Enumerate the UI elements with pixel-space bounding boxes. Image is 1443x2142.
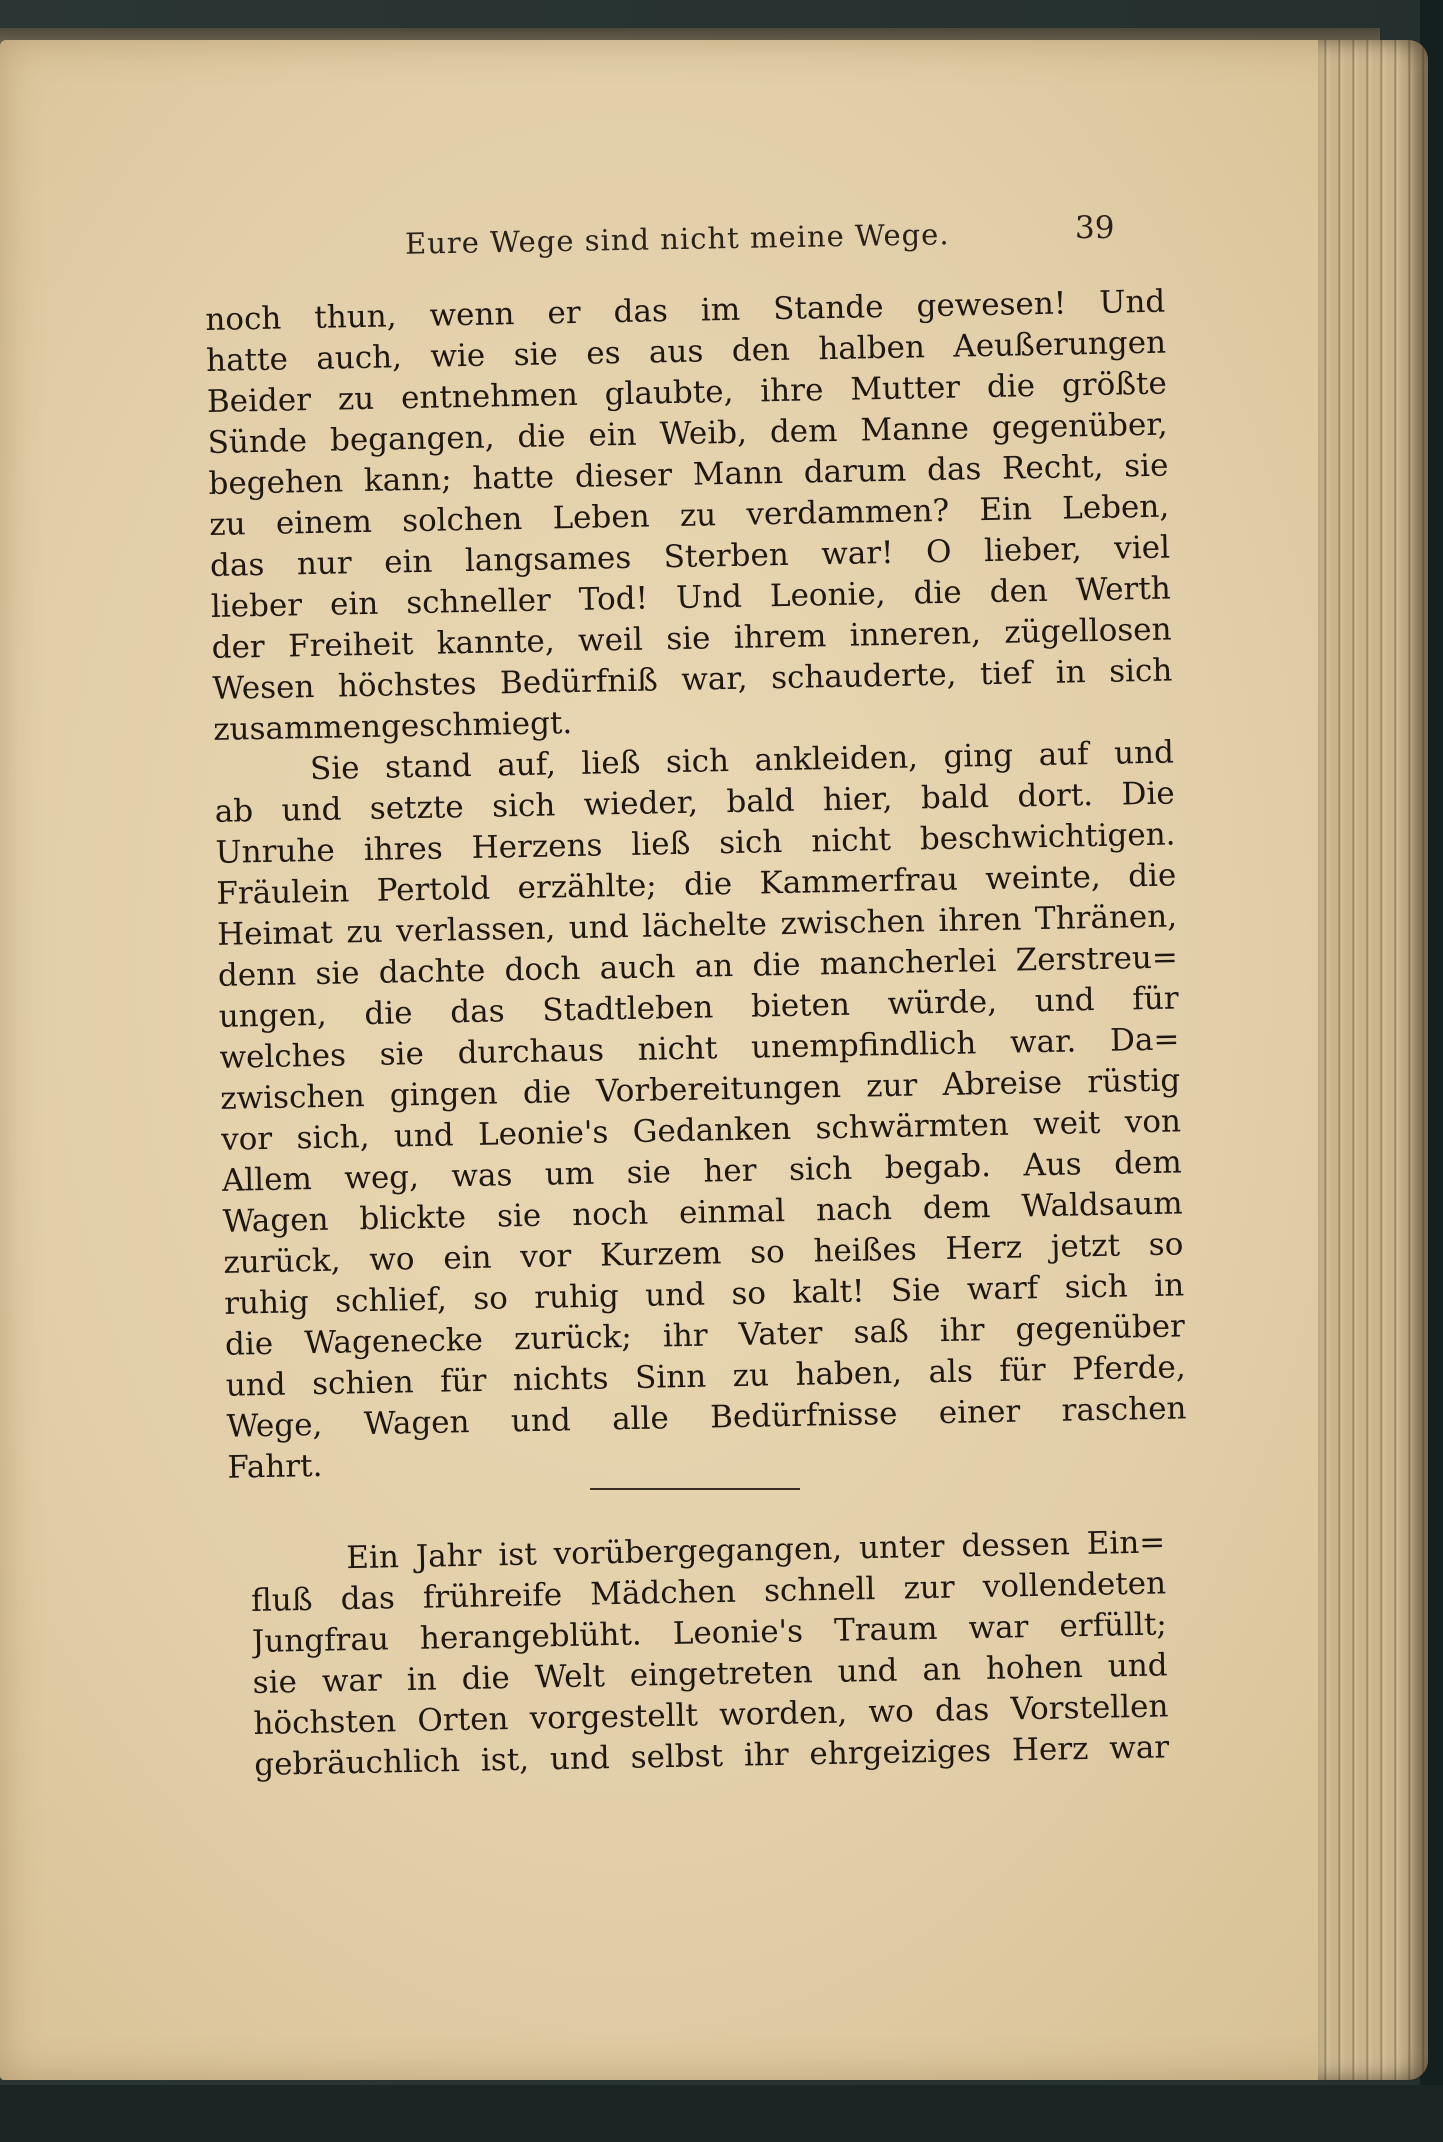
text-line: zusammengeschmiegt. [212,705,573,748]
text-line: Sie stand auf, ließ sich ankleiden, ging auf und [309,734,1175,788]
text-line: höchsten Orten vorgestellt worden, wo das Vorstellen [253,1688,1169,1742]
text-line: Sünde begangen, die ein Weib, dem Manne gegenüber, [207,406,1168,461]
text-line: sie war in die Welt eingetreten und an hohen und [252,1647,1168,1701]
text-line: Ein Jahr ist vorübergegangen, unter dessen Ein= [346,1524,1166,1577]
bottom-background [0,2085,1443,2142]
text-line: Wesen höchstes Bedürfniß war, schauderte, tief in sich [212,652,1173,707]
text-line: lieber ein schneller Tod! Und Leonie, die den Werth [210,570,1172,625]
text-line: vor sich, und Leonie's Gedanken schwärmten weit von [220,1103,1182,1158]
text-line: zurück, wo ein vor Kurzem so heißes Herz jetzt so [223,1226,1184,1281]
text-line: zwischen gingen die Vorbereitungen zur Abreise rüstig [219,1062,1181,1117]
text-line: welches sie durchaus nicht unempfindlich war. Da= [219,1021,1180,1076]
text-line: ab und setzte sich wieder, bald hier, bald dort. Die [214,775,1175,830]
body-text [205,282,1188,1489]
text-line: Heimat zu verlassen, und lächelte zwischen ihren Thränen, [216,898,1178,953]
text-line: ruhig schlief, so ruhig und so kalt! Sie warf sich in [223,1267,1185,1322]
text-line: hatte auch, wie sie es aus den halben Aeußerungen [205,324,1167,379]
text-line: Fahrt. [227,1447,323,1486]
text-line: das nur ein langsames Sterben war! O lieber, viel [209,529,1171,584]
text-line: Allem weg, was um sie her sich begab. Aus dem [221,1144,1183,1199]
page-edges [1318,40,1428,2080]
text-line: Beider zu entnehmen glaubte, ihre Mutter die größte [206,365,1168,420]
text-line: denn sie dachte doch auch an die mancherlei Zerstreu= [217,939,1179,994]
text-line: Jungfrau herangeblüht. Leonie's Traum war erfüllt; [251,1606,1168,1660]
text-line: zu einem solchen Leben zu verdammen? Ein Leben, [208,488,1170,543]
text-line: Wagen blickte sie noch einmal nach dem Waldsaum [222,1185,1183,1240]
paragraph-3 [250,1522,1170,1786]
running-head: Eure Wege sind nicht meine Wege. [404,217,950,261]
text-line: ungen, die das Stadtleben bieten würde, und für [218,980,1179,1035]
paragraph-1 [205,282,1173,751]
paragraph-2 [214,732,1188,1488]
text-line: Wege, Wagen und alle Bedürfnisse einer raschen [226,1390,1187,1445]
text-line: gebräuchlich ist, und selbst ihr ehrgeiziges Herz war [253,1729,1170,1783]
text-line: fluß das frühreife Mädchen schnell zur vollendeten [250,1565,1167,1619]
text-line: Fräulein Pertold erzählte; die Kammerfrau weinte, die [216,857,1177,912]
section-separator [590,1488,800,1490]
page-header [0,210,1380,270]
page-number: 39 [1075,210,1115,246]
text-line: noch thun, wenn er das im Stande gewesen! Und [205,283,1166,338]
text-line: begehen kann; hatte dieser Mann darum das Recht, sie [208,447,1169,502]
text-line: und schien für nichts Sinn zu haben, als für Pferde, [225,1349,1187,1404]
text-line: die Wagenecke zurück; ihr Vater saß ihr gegenüber [224,1308,1186,1363]
text-line: der Freiheit kannte, weil sie ihrem inneren, zügellosen [211,611,1172,666]
text-line: Unruhe ihres Herzens ließ sich nicht beschwichtigen. [215,816,1176,871]
body-text-continued [250,1522,1170,1786]
